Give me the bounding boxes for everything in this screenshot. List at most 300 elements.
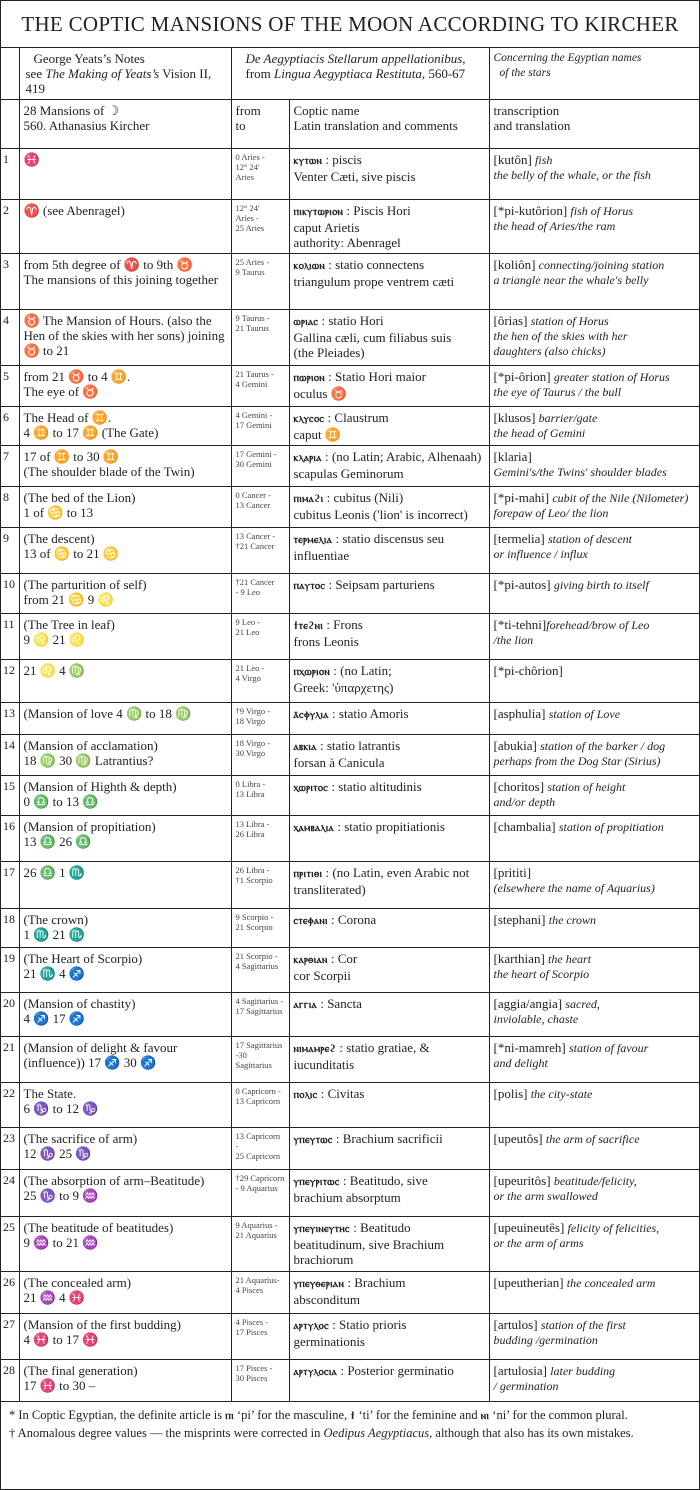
subheader-num-cell (1, 100, 19, 149)
table-row (1, 254, 699, 310)
latin-gloss: : statio connectens (324, 257, 425, 272)
yeats-note-cell (19, 993, 231, 1037)
subheader-translation-label: and translation (493, 118, 571, 133)
latin-line: influentiae (293, 548, 350, 563)
degree-range-line: 30 Gemini (235, 459, 272, 469)
translation-line: (elsewhere the name of Aquarius) (493, 881, 655, 895)
header-concerning-line1: Concerning the Egyptian names (493, 52, 642, 64)
degree-range-line: -30 Sagittarius (235, 1050, 272, 1070)
degree-range-cell (231, 614, 289, 660)
coptic-latin-cell (289, 993, 489, 1037)
translation-line: /the lion (493, 633, 534, 647)
degree-range-line: 4 Sagittarius - (235, 996, 284, 1006)
header-kircher-cell (231, 48, 489, 100)
mansion-number: 6 (1, 407, 19, 446)
transcription-cell (489, 1360, 699, 1402)
translation: station of the first (540, 1318, 626, 1332)
translation: the heart (548, 952, 592, 966)
transcription: [klaria] (493, 449, 532, 464)
latin-gloss: : Beatitudo (349, 1220, 411, 1235)
table-row (1, 487, 699, 528)
yeats-note-line: 4 ♊ to 17 ♊ (The Gate) (23, 425, 159, 440)
yeats-note-cell (19, 1314, 231, 1360)
mansion-number: 13 (1, 703, 19, 735)
latin-gloss: : Corona (327, 912, 377, 927)
latin-line: Gallina cæli, cum filiabus suis (293, 330, 452, 345)
transcription-cell (489, 487, 699, 528)
mansion-number: 15 (1, 776, 19, 816)
transcription: [*ni-mamreh] (493, 1040, 569, 1055)
yeats-note-line: 4 ♐ 17 ♐ (23, 1011, 86, 1026)
degree-range-line: 21 Aquarius (235, 1230, 277, 1240)
transcription: [ôrias] (493, 313, 531, 328)
latin-gloss: : Piscis Hori (343, 203, 411, 218)
yeats-note-cell (19, 660, 231, 703)
yeats-note-cell (19, 1170, 231, 1217)
coptic-latin-cell (289, 909, 489, 948)
degree-range-line: 0 Capricorn - (235, 1086, 281, 1096)
latin-gloss: : (no Latin; Arabic, Alhenaah) (321, 449, 482, 464)
degree-range-line: 17 Gemini (235, 420, 272, 430)
latin-line: forsan à Canicula (293, 755, 385, 770)
translation: later budding (550, 1364, 616, 1378)
yeats-note-line: (The beatitude of beatitudes) (23, 1220, 174, 1235)
degree-range-cell (231, 366, 289, 407)
translation-line: forepaw of Leo/ the lion (493, 506, 609, 520)
latin-gloss: : cubitus (Nili) (323, 490, 404, 505)
degree-range-cell (231, 948, 289, 993)
coptic-latin-cell (289, 528, 489, 574)
transcription-cell (489, 1314, 699, 1360)
table-row (1, 1037, 699, 1083)
degree-range-cell (231, 1272, 289, 1314)
degree-range-line: 25 Aries - (235, 257, 270, 267)
table-row (1, 1314, 699, 1360)
translation: station of Horus (530, 314, 609, 328)
yeats-note-line: ♓ (23, 152, 40, 167)
latin-gloss: : Statio prioris (328, 1317, 407, 1332)
coptic-latin-cell (289, 254, 489, 310)
translation: the concealed arm (566, 1276, 656, 1290)
coptic-name: ⲁⲃⲕⲓⲁ (293, 741, 317, 753)
subheader-coptic-cell (289, 100, 489, 149)
latin-line: scapulas Geminorum (293, 466, 404, 481)
mansion-number: 4 (1, 310, 19, 366)
yeats-note-cell (19, 862, 231, 909)
translation: giving birth to itself (553, 578, 649, 592)
yeats-note-line: (Mansion of acclamation) (23, 738, 158, 753)
coptic-latin-cell (289, 446, 489, 487)
latin-gloss: : Brachium (344, 1275, 406, 1290)
degree-range-line: - 9 Aquarius (235, 1183, 278, 1193)
yeats-note-cell (19, 816, 231, 862)
yeats-note-cell (19, 310, 231, 366)
subheader-mansions-label: 28 Mansions of ☽ (23, 103, 120, 118)
latin-line: authority: Abenragel (293, 235, 401, 250)
latin-gloss: : Statio Hori maior (324, 369, 426, 384)
translation: the city-state (530, 1087, 593, 1101)
table-row (1, 1272, 699, 1314)
subheader-to-label: to (235, 118, 246, 133)
transcription-cell (489, 816, 699, 862)
header-kircher-line2-post: , 560-67 (421, 66, 466, 81)
yeats-note-cell (19, 149, 231, 200)
transcription-cell (489, 948, 699, 993)
degree-range-line: 4 Pisces - (235, 1317, 269, 1327)
transcription: [choritos] (493, 779, 548, 794)
yeats-note-cell (19, 200, 231, 254)
degree-range-line: 13 Libra - (235, 819, 270, 829)
degree-range-line: 4 Sagittarius (235, 961, 279, 971)
table-row (1, 1170, 699, 1217)
degree-range-line: 9 Scorpio - (235, 912, 274, 922)
degree-range-line: 21 Leo - (235, 663, 265, 673)
latin-gloss: : Civitas (317, 1086, 365, 1101)
coptic-name: ⲡⲟⲗⲓⲥ (293, 1089, 318, 1101)
transcription-cell (489, 528, 699, 574)
yeats-note-line: (The final generation) (23, 1363, 138, 1378)
table-row (1, 614, 699, 660)
degree-range-line: 30 Pisces (235, 1373, 268, 1383)
latin-gloss: : Frons (323, 617, 363, 632)
yeats-note-line: (The shoulder blade of the Twin) (23, 464, 195, 479)
degree-range-cell (231, 407, 289, 446)
yeats-note-line: 26 ♎ 1 ♏ (23, 865, 86, 880)
coptic-name: ⲭⲁⲙⲃⲁⲗⲓⲁ (293, 822, 335, 834)
coptic-name: ⲩⲡⲉⲩⲑⲉⲣⲓⲁⲛ (293, 1278, 345, 1290)
yeats-note-line: (Mansion of delight & favour (23, 1040, 178, 1055)
yeats-note-line: (Mansion of the first budding) (23, 1317, 181, 1332)
transcription-cell (489, 660, 699, 703)
degree-range-line: 13 Cancer - (235, 531, 276, 541)
translation-line: or the arm of arms (493, 1236, 584, 1250)
yeats-note-cell (19, 948, 231, 993)
yeats-note-line: (The sacrifice of arm) (23, 1131, 138, 1146)
degree-range-cell (231, 1217, 289, 1272)
coptic-latin-cell (289, 1272, 489, 1314)
yeats-note-line: The State. (23, 1086, 77, 1101)
coptic-name: ⲡⲓⲙⲁϩⲓ (293, 493, 324, 505)
yeats-note-line: 1 ♏ 21 ♏ (23, 927, 86, 942)
coptic-latin-cell (289, 407, 489, 446)
coptic-name: ⲱⲣⲓⲁⲥ (293, 316, 319, 328)
mansion-number: 9 (1, 528, 19, 574)
coptic-latin-cell (289, 816, 489, 862)
degree-range-line: 4 Gemini - (235, 410, 273, 420)
coptic-name: ⲭⲱⲣⲓⲧⲟⲥ (293, 782, 329, 794)
transcription: [upeutôs] (493, 1131, 546, 1146)
degree-range-line: 12° 24' (235, 203, 260, 213)
table-row (1, 660, 699, 703)
transcription: [koliôn] (493, 257, 539, 272)
yeats-note-line: The mansions of this joining together (23, 272, 219, 287)
table-row (1, 735, 699, 776)
coptic-latin-cell (289, 703, 489, 735)
translation-line: / germination (493, 1379, 559, 1393)
table-row (1, 1083, 699, 1128)
mansion-number: 24 (1, 1170, 19, 1217)
table-row (1, 816, 699, 862)
mansion-number: 2 (1, 200, 19, 254)
transcription-cell (489, 735, 699, 776)
yeats-note-cell (19, 1360, 231, 1402)
transcription: [upeuritôs] (493, 1173, 554, 1188)
yeats-note-line: 9 ♌ 21 ♌ (23, 632, 86, 647)
table-row (1, 948, 699, 993)
yeats-note-cell (19, 735, 231, 776)
table-row (1, 1360, 699, 1402)
latin-line: triangulum prope ventrem cæti (293, 274, 455, 289)
degree-range-line: 25 Aries (235, 223, 265, 233)
latin-gloss: : Beatitudo, sive (339, 1173, 428, 1188)
coptic-name: ⲧⲉⲣⲙⲉⲗⲓⲁ (293, 534, 333, 546)
header-yeats-line1: George Yeats’s Notes (33, 51, 145, 66)
translation-line: Gemini's/the Twins' shoulder blades (493, 465, 667, 479)
translation: sacred, (565, 997, 600, 1011)
coptic-name: ⲛⲓⲙⲁⲙⲣⲉϩ (293, 1043, 337, 1055)
transcription-cell (489, 703, 699, 735)
coptic-name: ⲡⲱⲣⲓⲟⲛ (293, 372, 325, 384)
transcription: [polis] (493, 1086, 531, 1101)
transcription-cell (489, 1170, 699, 1217)
yeats-note-line: from 21 ♋ 9 ♌ (23, 592, 114, 607)
latin-line: cor Scorpii (293, 968, 351, 983)
mansion-number: 8 (1, 487, 19, 528)
degree-range-line: 26 Libra (235, 829, 265, 839)
mansion-number: 5 (1, 366, 19, 407)
coptic-name: ⲕⲩⲧⲱⲛ (293, 155, 323, 167)
degree-range-line: †21 Cancer (235, 541, 275, 551)
latin-line: brachiorum (293, 1252, 354, 1267)
table-header-row (1, 48, 699, 100)
header-yeats-cell (19, 48, 231, 100)
degree-range-line: 18 Virgo - (235, 738, 271, 748)
degree-range-cell (231, 993, 289, 1037)
transcription-cell (489, 1037, 699, 1083)
coptic-name: ϯⲧⲉϩⲛⲓ (293, 620, 324, 632)
degree-range-line: 9 Leo - (235, 617, 261, 627)
transcription-cell (489, 1272, 699, 1314)
degree-range-cell (231, 446, 289, 487)
yeats-note-line: (The Heart of Scorpio) (23, 951, 143, 966)
latin-gloss: : statio latrantis (316, 738, 401, 753)
table-row (1, 407, 699, 446)
degree-range-line: 18 Virgo (235, 716, 266, 726)
transcription-cell (489, 614, 699, 660)
coptic-latin-cell (289, 735, 489, 776)
transcription-cell (489, 407, 699, 446)
degree-range-line: †29 Capricorn (235, 1173, 285, 1183)
coptic-name: ⲁⲣⲧⲩⲗⲟⲥⲓⲁ (293, 1366, 338, 1378)
yeats-note-line: (The absorption of arm–Beatitude) (23, 1173, 205, 1188)
coptic-latin-cell (289, 776, 489, 816)
coptic-latin-cell (289, 200, 489, 254)
yeats-note-line: (Mansion of chastity) (23, 996, 136, 1011)
degree-range-cell (231, 703, 289, 735)
latin-line: transliterated) (293, 882, 366, 897)
yeats-note-line: (The bed of the Lion) (23, 490, 136, 505)
transcription-cell (489, 574, 699, 614)
transcription: [*pi-kutôrion] (493, 203, 571, 218)
yeats-note-line: (influence)) 17 ♐ 30 ♐ (23, 1055, 157, 1070)
degree-range-cell (231, 862, 289, 909)
latin-gloss: : statio altitudinis (328, 779, 422, 794)
degree-range-line: 13 Capricorn - (235, 1131, 281, 1151)
yeats-note-line: 12 ♑ 25 ♑ (23, 1146, 92, 1161)
degree-range-cell (231, 528, 289, 574)
transcription-cell (489, 200, 699, 254)
yeats-note-line: (The Tree in leaf) (23, 617, 115, 632)
translation: station of height (547, 780, 626, 794)
degree-range-cell (231, 1128, 289, 1170)
degree-range-line: - 9 Leo (235, 587, 261, 597)
coptic-latin-cell (289, 1037, 489, 1083)
coptic-latin-cell (289, 149, 489, 200)
latin-gloss: : Claustrum (324, 410, 389, 425)
header-kircher-book-title: Lingua Aegyptiaca Restituta (274, 66, 422, 81)
latin-gloss: : Sancta (317, 996, 362, 1011)
yeats-note-line: 25 ♑ to 9 ♒ (23, 1188, 99, 1203)
transcription-cell (489, 776, 699, 816)
yeats-note-line: ♉ The Mansion of Hours. (also the Hen of the skies with her sons) joining ♉ to 21 (23, 313, 225, 358)
table-row (1, 1128, 699, 1170)
mansion-number: 3 (1, 254, 19, 310)
yeats-note-line: 13 of ♋ to 21 ♋ (23, 546, 120, 561)
coptic-latin-cell (289, 366, 489, 407)
degree-range-line: 17 Sagittarius (235, 1040, 283, 1050)
yeats-note-line: 9 ♒ to 21 ♒ (23, 1235, 99, 1250)
mansion-number: 7 (1, 446, 19, 487)
header-concerning-cell (489, 48, 699, 100)
translation-line: the eye of Taurus / the bull (493, 385, 622, 399)
yeats-note-cell (19, 1272, 231, 1314)
latin-gloss: : Posterior germinatio (337, 1363, 454, 1378)
degree-range-line: 9 Taurus (235, 267, 265, 277)
coptic-name: ⲁⲅⲅⲓⲁ (293, 999, 318, 1011)
mansion-number: 27 (1, 1314, 19, 1360)
latin-line: (the Pleiades) (293, 345, 365, 360)
transcription: [*pi-mahi] (493, 490, 553, 505)
coptic-latin-cell (289, 574, 489, 614)
yeats-note-line: 18 ♍ 30 ♍ Latrantius? (23, 753, 154, 768)
yeats-note-line: 17 of ♊ to 30 ♊ (23, 449, 120, 464)
degree-range-line: 4 Virgo (235, 673, 261, 683)
table-row (1, 703, 699, 735)
latin-line: Venter Cæti, sive piscis (293, 169, 416, 184)
header-num-cell (1, 48, 19, 100)
degree-range-line: 26 Libra - (235, 865, 270, 875)
latin-line: cubitus Leonis ('lion' is incorrect) (293, 507, 468, 522)
degree-range-line: †21 Cancer (235, 577, 275, 587)
header-kircher-line1: De Aegyptiacis Stellarum appellationibus, (245, 51, 466, 66)
degree-range-line: 17 Pisces - (235, 1363, 273, 1373)
latin-line: Greek: 'ὑπαρχετης) (293, 680, 394, 695)
translation: station of favour (568, 1041, 649, 1055)
yeats-note-line: (The concealed arm) (23, 1275, 132, 1290)
degree-range-cell (231, 776, 289, 816)
header-yeats-line2-post: Vision II, 419 (25, 66, 212, 96)
transcription-cell (489, 254, 699, 310)
yeats-note-cell (19, 1037, 231, 1083)
table-row (1, 993, 699, 1037)
degree-range-line: 30 Virgo (235, 748, 266, 758)
yeats-note-cell (19, 614, 231, 660)
yeats-note-cell (19, 254, 231, 310)
transcription: [*ti-tehni] (493, 617, 547, 632)
translation: station of Love (548, 707, 621, 721)
degree-range-cell (231, 660, 289, 703)
table-row (1, 909, 699, 948)
yeats-note-cell (19, 487, 231, 528)
transcription: [karthian] (493, 951, 549, 966)
latin-gloss: : statio discensus seu (332, 531, 445, 546)
degree-range-line: 21 Aquarius- (235, 1275, 280, 1285)
translation: fish of Horus (570, 204, 634, 218)
degree-range-cell (231, 909, 289, 948)
translation: fish (535, 153, 553, 167)
coptic-name: ⲩⲡⲉⲩⲧⲱⲥ (293, 1134, 333, 1146)
latin-line: brachium absorptum (293, 1190, 401, 1205)
degree-range-line: 21 Leo (235, 627, 260, 637)
yeats-note-cell (19, 366, 231, 407)
footnote-articles: * In Coptic Egyptian, the definite article is ⲡⲓ ‘pi’ for the masculine, ϯ ‘ti’ for the feminine and ⲛⲓ ‘ni’ for the common plural. (9, 1408, 628, 1422)
transcription-cell (489, 1217, 699, 1272)
subheader-from-label: from (235, 103, 261, 118)
transcription: [upeuineutês] (493, 1220, 568, 1235)
table-row (1, 574, 699, 614)
degree-range-line: 13 Capricorn (235, 1096, 281, 1106)
latin-gloss: : (no Latin; (330, 663, 392, 678)
transcription-cell (489, 993, 699, 1037)
page-title: THE COPTIC MANSIONS OF THE MOON ACCORDING TO KIRCHER (1, 1, 699, 48)
latin-line: germinationis (293, 1334, 365, 1349)
yeats-note-line: (Mansion of propitiation) (23, 819, 156, 834)
yeats-note-line: 13 ♎ 26 ♎ (23, 834, 92, 849)
transcription-cell (489, 310, 699, 366)
yeats-note-cell (19, 528, 231, 574)
transcription-cell (489, 149, 699, 200)
mansion-number: 16 (1, 816, 19, 862)
degree-range-line: Aries - (235, 213, 259, 223)
coptic-name: ⲕⲗⲁⲣⲓⲁ (293, 452, 322, 464)
degree-range-line: 13 Cancer (235, 500, 271, 510)
transcription-cell (489, 909, 699, 948)
coptic-name: ⲩⲡⲉⲩⲓⲛⲉⲩⲧⲏⲥ (293, 1223, 350, 1235)
translation: the crown (548, 913, 596, 927)
latin-gloss: : statio Hori (318, 313, 384, 328)
table-row (1, 446, 699, 487)
translation-line: budding /germination (493, 1333, 598, 1347)
translation-line: and/or depth (493, 795, 556, 809)
coptic-name: ⲕⲟⲗⲓⲱⲛ (293, 260, 325, 272)
degree-range-line: 4 Gemini (235, 379, 268, 389)
coptic-latin-cell (289, 862, 489, 909)
coptic-latin-cell (289, 660, 489, 703)
footnote-anomalous: † Anomalous degree values — the misprints were corrected in Oedipus Aegyptiacus, although that also has its own mistakes. (9, 1426, 634, 1440)
translation-line: the hen of the skies with her (493, 329, 628, 343)
coptic-name: ⲕⲁⲣⲑⲓⲁⲛ (293, 954, 328, 966)
translation: station of the barker / dog (540, 739, 666, 753)
degree-range-line: 25 Capricorn (235, 1151, 281, 1161)
yeats-note-line: The Head of ♊. (23, 410, 112, 425)
transcription: [klusos] (493, 410, 539, 425)
latin-gloss: : piscis (322, 152, 362, 167)
table-row (1, 366, 699, 407)
coptic-name: ⲁ̄ⲥⲫⲩⲗⲓⲁ (293, 709, 329, 721)
yeats-note-line: 4 ♓ to 17 ♓ (23, 1332, 99, 1347)
mansion-number: 12 (1, 660, 19, 703)
yeats-note-line: 0 ♎ to 13 ♎ (23, 794, 99, 809)
